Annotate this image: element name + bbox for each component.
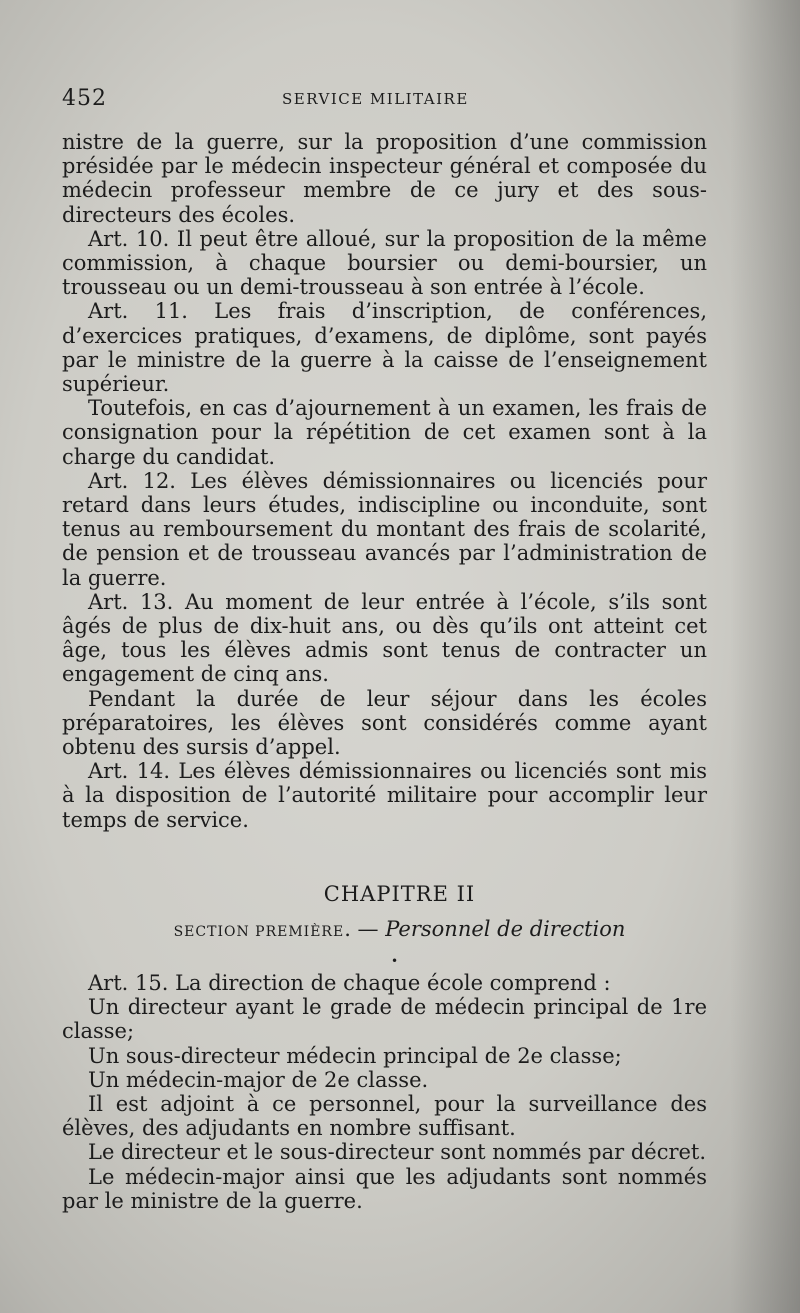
paragraph-continuation: nistre de la guerre, sur la proposition d’une commission présidée par le médecin inspecteur général et composée du médecin professeur membre de ce jury et des sous-directeurs des écoles. xyxy=(62,130,707,227)
page-number: 452 xyxy=(62,86,107,111)
section-title: Personnel de direction xyxy=(385,916,626,941)
ornament-dot: • xyxy=(390,953,399,968)
page-header xyxy=(62,86,707,114)
paragraph-pendant: Pendant la durée de leur séjour dans les écoles préparatoires, les élèves sont considérés comme ayant obtenu des sursis d’appel. xyxy=(62,686,707,760)
paragraph-art-10: Art. 10. Il peut être alloué, sur la proposition de la même commission, à chaque boursier ou demi-boursier, un trousseau ou un demi-trousseau à son entrée à l’école. xyxy=(62,226,707,300)
section-label: SECTION PREMIÈRE xyxy=(173,923,345,940)
paragraph-art-13: Art. 13. Au moment de leur entrée à l’école, s’ils sont âgés de plus de dix-huit ans, ou dès qu’ils ont atteint cet âge, tous les élèves admis sont tenus de contracter un engagement de cinq ans. xyxy=(62,589,707,687)
paragraph-art-11: Art. 11. Les frais d’inscription, de conférences, d’exercices pratiques, d’examens, de diplôme, sont payés par le ministre de la guerre à la caisse de l’enseignement supérieur. xyxy=(62,299,707,397)
paragraph-art-14: Art. 14. Les élèves démissionnaires ou licenciés sont mis à la disposition de l’autorité militaire pour accomplir leur temps de service. xyxy=(62,759,707,832)
paragraph-directeur: Un directeur ayant le grade de médecin principal de 1re classe; xyxy=(62,995,707,1044)
paragraph-art-15: Art. 15. La direction de chaque école comprend : xyxy=(88,970,611,995)
paragraph-nomination-ministre: Le médecin-major ainsi que les adjudants sont nommés par le ministre de la guerre. xyxy=(62,1164,707,1213)
paragraph-nomination-decret: Le directeur et le sous-directeur sont nommés par décret. xyxy=(88,1140,707,1165)
chapter-heading: CHAPITRE II xyxy=(323,881,476,906)
paragraph-medecin-major: Un médecin-major de 2e classe. xyxy=(88,1067,429,1092)
paragraph-toutefois: Toutefois, en cas d’ajournement à un examen, les frais de consignation pour la répétition de cet examen sont à la charge du candidat. xyxy=(62,396,707,469)
running-head: SERVICE MILITAIRE xyxy=(282,90,469,108)
paragraph-art-12: Art. 12. Les élèves démissionnaires ou licenciés pour retard dans leurs études, indiscipline ou inconduite, sont tenus au remboursement du montant des frais de scolarité, de pension et de trousseau avancés par l’administration de la guerre. xyxy=(62,468,707,590)
paragraph-sous-directeur: Un sous-directeur médecin principal de 2e classe; xyxy=(88,1043,622,1068)
section-dash: . — xyxy=(344,916,386,941)
paragraph-adjudants: Il est adjoint à ce personnel, pour la surveillance des élèves, des adjudants en nombre suffisant. xyxy=(62,1091,707,1141)
section-heading xyxy=(62,914,707,947)
page-body xyxy=(62,130,707,1213)
